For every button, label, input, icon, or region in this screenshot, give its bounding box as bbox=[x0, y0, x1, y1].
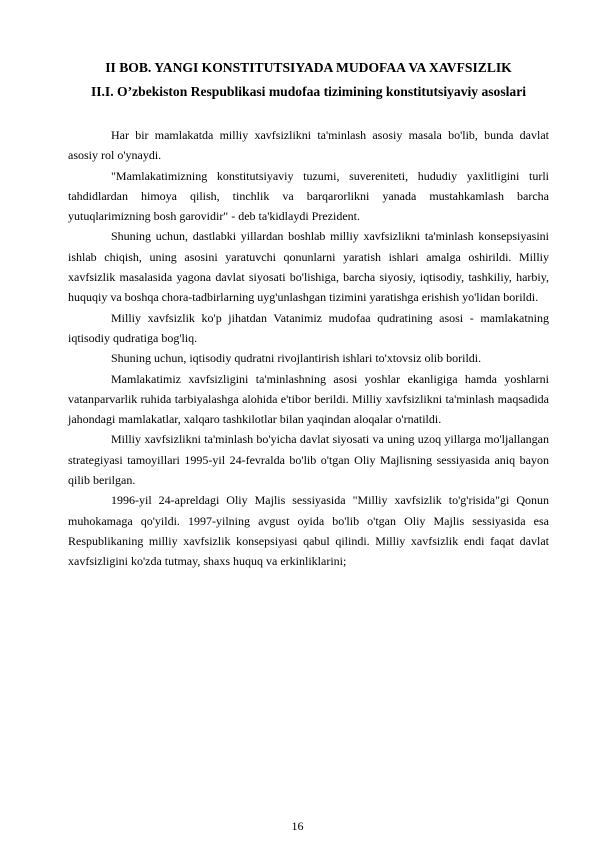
page-number: 16 bbox=[291, 819, 304, 833]
chapter-title: II BOB. YANGI KONSTITUTSIYADA MUDOFAA VA XAVFSIZLIK bbox=[105, 60, 512, 75]
paragraph: Milliy xavfsizlikni ta'minlash bo'yicha davlat siyosati va uning uzoq yillarga mo'ljallangan strategiyasi tamoyillari 1995-yil 24-fevralda bo'lib o'tgan Oliy Majlisning sessiyasida aniq bayon qilib berilgan. bbox=[68, 432, 549, 488]
paragraph: Milliy xavfsizlik ko'p jihatdan Vatanimiz mudofaa qudratining asosi - mamlakatning iqtisodiy qudratiga bog'liq. bbox=[68, 310, 549, 345]
paragraph: "Mamlakatimizning konstitutsiyaviy tuzumi, suvereniteti, hududiy yaxlitligini turli tahdidlardan himoya qilish, tinchlik va barqarorlikni yanada mustahkamlash barcha yutuqlarimizning bosh garovidir" - deb ta'kidlaydi Prezident. bbox=[68, 168, 549, 224]
paragraph: 1996-yil 24-apreldagi Oliy Majlis sessiyasida "Milliy xavfsizlik to'g'risida"gi Qonun muhokamaga qo'yildi. 1997-yilning avgust oyida bo'lib o'tgan Oliy Majlis sessiyasida esa Respublikaning milliy xavfsizlik konsepsiyasi qabul qilindi. Milliy xavfsizlik endi faqat davlat xavfsizligini ko'zda tutmay, shaxs huquq va erkinliklarini; bbox=[68, 493, 549, 569]
paragraph: Mamlakatimiz xavfsizligini ta'minlashning asosi yoshlar ekanligiga hamda yoshlarni vatanparvarlik ruhida tarbiyalashga alohida e'tibor berildi. Milliy xavfsizlikni ta'minlash maqsadida jahondagi mamlakatlar, xalqaro tashkilotlar bilan yaqindan aloqalar o'rnatildi. bbox=[68, 371, 549, 427]
section-title: II.I. O’zbekiston Respublikasi mudofaa tizimining konstitutsiyaviy asoslari bbox=[90, 84, 527, 99]
body-text bbox=[68, 125, 549, 572]
paragraph: Shuning uchun, dastlabki yillardan boshlab milliy xavfsizlikni ta'minlash konsepsiyasini ishlab chiqish, uning asosini yaratuvchi qonunlarni yaratish ishlari amalga oshirildi. Milliy xavfsizlik masalasida yagona davlat siyosati bo'lishiga, barcha siyosiy, iqtisodiy, tashkiliy, harbiy, huquqiy va boshqa chora-tadbirlarning uyg'unlashgan tizimini yaratishga erishish yo'lidan borildi. bbox=[68, 229, 549, 305]
paragraph: Har bir mamlakatda milliy xavfsizlikni ta'minlash asosiy masala bo'lib, bunda davlat asosiy rol o'ynaydi. bbox=[68, 128, 549, 163]
document-page bbox=[68, 56, 549, 572]
paragraph: Shuning uchun, iqtisodiy qudratni rivojlantirish ishlari to'xtovsiz olib borildi. bbox=[111, 351, 482, 366]
